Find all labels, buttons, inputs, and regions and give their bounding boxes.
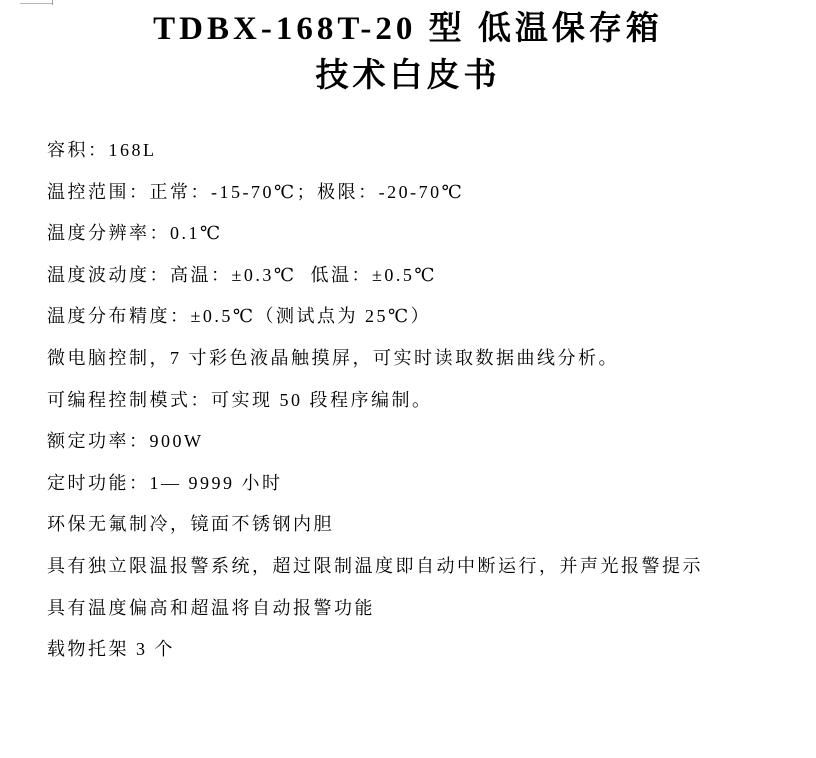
- spec-line-resolution: 温度分辨率：0.1℃: [47, 223, 223, 244]
- spec-line-overtemp-alarm: 具有温度偏高和超温将自动报警功能: [47, 597, 375, 618]
- spec-line-power: 额定功率：900W: [47, 431, 204, 452]
- spec-line-refrigeration: 环保无氟制冷，镜面不锈钢内胆: [47, 514, 334, 535]
- spec-line-limit-alarm: 具有独立限温报警系统，超过限制温度即自动中断运行，并声光报警提示: [47, 555, 703, 576]
- corner-mark-vertical-line: [52, 0, 53, 5]
- spec-line-timer: 定时功能：1— 9999 小时: [47, 472, 283, 493]
- corner-mark-horizontal-line: [20, 3, 53, 4]
- spec-line-controller: 微电脑控制，7 寸彩色液晶触摸屏，可实时读取数据曲线分析。: [47, 347, 619, 368]
- spec-line-uniformity: 温度分布精度：±0.5℃（测试点为 25℃）: [47, 306, 432, 327]
- document-title: TDBX-168T-20 型 低温保存箱: [153, 11, 663, 47]
- spec-list: [47, 130, 787, 671]
- spec-line-temp-range: 温控范围：正常：-15-70℃；极限：-20-70℃: [47, 181, 465, 202]
- spec-line-programmable: 可编程控制模式：可实现 50 段程序编制。: [47, 389, 433, 410]
- document-title-block: [0, 6, 816, 100]
- spec-line-shelves: 载物托架 3 个: [47, 639, 175, 660]
- spec-line-volume: 容积：168L: [47, 140, 157, 160]
- spec-line-fluctuation: 温度波动度：高温：±0.3℃ 低温：±0.5℃: [47, 264, 438, 285]
- document-subtitle: 技术白皮书: [315, 58, 501, 94]
